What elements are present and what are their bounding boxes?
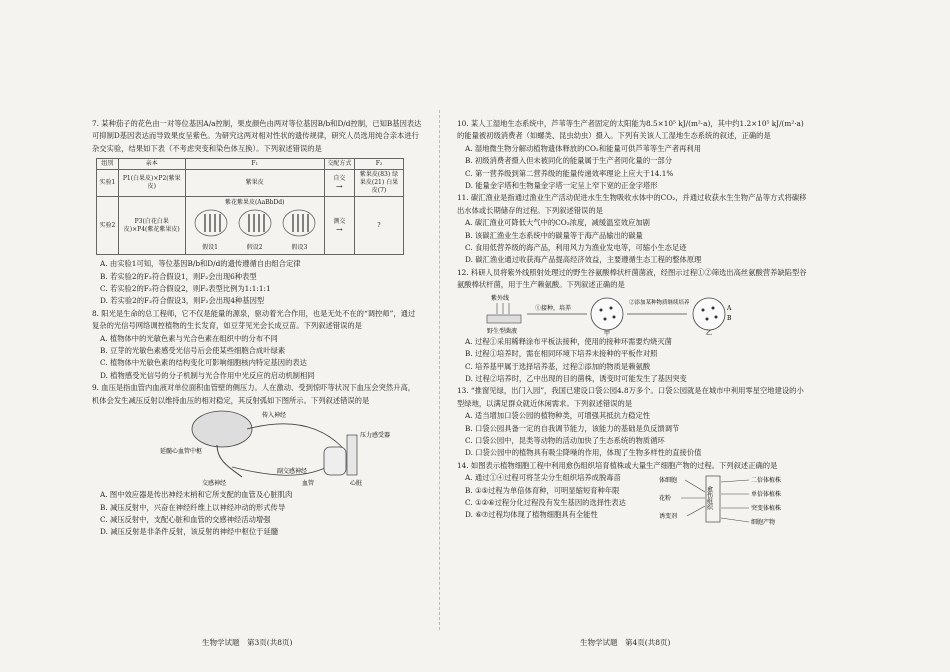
label-baroreceptor: 压力感受器 [360, 432, 391, 440]
left-footer: 生物学试题 第3页(共8页) [202, 638, 293, 647]
hypothesis-3-cell [283, 210, 315, 236]
left-page [92, 118, 422, 539]
q9-option-a: A. 图中效应器是传出神经末梢和它所支配的血管及心脏肌肉 [100, 490, 293, 500]
brain-shape [192, 411, 252, 447]
q13-option-d: D. 口袋公园中的植物具有吸尘降噪的作用，体现了生物多样性的直接价值 [465, 448, 702, 458]
r2-f2: ? [355, 197, 404, 255]
q12-option-c: C. 培养基甲属于选择培养基，过程②添加的物质是赖氨酸 [465, 361, 651, 371]
spinal-path [217, 445, 242, 477]
label-cell-product: 细胞产物 [751, 519, 776, 527]
reflex-arc-diagram [92, 407, 422, 489]
q10-option-d: D. 能量金字塔和生物量金字塔一定呈上窄下宽的正金字塔形 [465, 181, 658, 191]
label-medulla-center: 延髓心血管中枢 [160, 448, 203, 456]
r1-group: 实验1 [97, 170, 119, 197]
hypothesis-2-cell [239, 210, 271, 236]
label-somatic: 体细胞 [659, 477, 678, 485]
r2-mating: 测交 → [324, 197, 354, 255]
r1-parents: P1(白果皮)×P2(紫果皮) [118, 170, 185, 197]
q8-stem: 8. 阳光是生命的总工程师，它不仅是能量的源泉，驱动着光合作用，也是无处不在的“调控师”，通过复杂的光信号网络调控植物的生长发育，如豆芽见光会长成豆苗。下列叙述错误的是 [92, 308, 416, 331]
r2-f1 [185, 197, 324, 255]
q9-option-d: D. 减压反射是非条件反射，该反射的神经中枢位于延髓 [100, 527, 279, 537]
q8-option-c: C. 植物体中光敏色素的结构变化可影响细胞核内特定基因的表达 [100, 358, 307, 368]
bacteria-tube [487, 315, 521, 323]
q8-option-b: B. 豆芽的光敏色素感受光信号后会使某些细胞合成叶绿素 [100, 346, 286, 356]
q10-option-a: A. 湿地微生物分解动植物遗体释放的CO₂和能量可供芦苇等生产者再利用 [465, 143, 702, 153]
q11-option-a: A. 碳汇渔业可降低大气中的CO₂浓度，减缓温室效应加剧 [465, 218, 650, 228]
q8-option-d: D. 植物感受光信号的分子机制与光合作用中光反应的启动机制相同 [100, 370, 315, 380]
label-wild-type: 野生型菌液 [487, 327, 518, 335]
chromosome-hypotheses [191, 207, 319, 241]
label-diploid: 二倍体植株 [751, 477, 782, 485]
q14-option-b: B. ①⑤过程为单倍体育种，可明显缩短育种年限 [465, 485, 620, 495]
label-a: A [727, 304, 732, 312]
q7-stem: 7. 某种茄子的花色由一对等位基因A/a控制，果皮颜色由两对等位基因B/b和D/d控制，已知B基因表达可抑制D基因表达而导致果皮呈紫色。为研究这两对相对性状的遗传规律，研究人员选用纯合亲本进行杂交实验，结果如下表（不考虑突变和染色体互换）。下列叙述错误的是 [92, 119, 422, 153]
label-parasympathetic: 副交感神经 [277, 468, 308, 476]
th-f2: F₂ [355, 159, 404, 170]
q10-stem: 10. 某人工湿地生态系统中，芦苇等生产者固定的太阳能为8.5×10⁵ kJ/(m²·a)，其中约1.2×10⁵ kJ/(m²·a)的能量被初级消费者（如螺类、昆虫幼虫）摄入。下列有关该人工湿地生态系统的叙述，正确的是 [457, 119, 804, 141]
th-mating: 交配方式 [324, 159, 354, 170]
q11-stem: 11. 碳汇渔业是指通过渔业生产活动促进水生生物吸收水体中的CO₂，并通过收获水生生物产品等方式将碳移出水体或长期储存的过程。下列叙述错误的是 [457, 193, 807, 215]
th-parents: 亲本 [118, 159, 185, 170]
r2-group: 实验2 [97, 197, 119, 255]
right-page [457, 118, 809, 530]
label-mutant: 突变体植株 [751, 505, 782, 513]
page-divider [439, 110, 440, 630]
q9-option-c: C. 减压反射中，支配心脏和血管的交感神经活动增强 [100, 514, 271, 524]
label-sympathetic: 交感神经 [202, 480, 227, 488]
right-footer: 生物学试题 第4页(共8页) [580, 638, 671, 647]
screening-figure [457, 292, 809, 336]
q12-stem: 12. 科研人员将紫外线照射处理过的野生谷氨酸棒状杆菌菌液，经图示过程①②筛选出高丝氨酸营养缺陷型谷氨酸棒状杆菌，用于生产赖氨酸。下列叙述正确的是 [457, 267, 807, 290]
label-step1: ①接种，培养 [535, 304, 572, 312]
heart-shape [324, 447, 346, 475]
r1-mating-label: 自交 [333, 175, 346, 183]
q10-option-c: C. 第一营养级到第二营养级的能量传递效率理论上应大于14.1% [465, 168, 674, 178]
plate-jia [591, 298, 623, 330]
q14-option-c: C. ①②⑥过程分化过程没有发生基因的选择性表达 [465, 497, 626, 507]
r1-f1: 紫果皮 [185, 170, 324, 197]
q11-option-c: C. 食用低营养级的海产品，利用风力为渔业发电等，可缩小生态足迹 [465, 243, 687, 253]
vessel-shape [347, 435, 357, 475]
label-mutagen: 诱变剂 [659, 513, 678, 521]
q13-option-b: B. 口袋公园具备一定的自我调节能力，该能力的基础是负反馈调节 [465, 423, 680, 433]
label-b: B [727, 314, 732, 322]
label-step2: ②添加某种物质继续培养 [629, 299, 690, 306]
q14-flow-diagram [659, 472, 809, 530]
label-afferent: 传入神经 [262, 412, 287, 420]
q14-block [457, 472, 809, 530]
q9-option-b: B. 减压反射中，兴奋在神经纤维上以神经冲动的形式传导 [100, 502, 286, 512]
hyp3-label: 假设3 [291, 244, 308, 252]
q12-option-b: B. 过程①培养时，需在相同环境下培养未接种的平板作对照 [465, 349, 658, 359]
q11-option-d: D. 碳汇渔业通过收获海产品提高经济效益，主要遵循生态工程的整体原理 [465, 255, 702, 265]
q14-option-d: D. ⑥⑦过程均体现了植物细胞具有全能性 [465, 510, 598, 520]
label-vessel: 血管 [302, 480, 315, 488]
afferent-nerve-line [247, 424, 342, 447]
r2-mating-label: 测交 [333, 217, 346, 225]
q7-table [96, 158, 404, 255]
r2-parents: P3(白花白果皮)×P4(紫花紫果皮) [118, 197, 185, 255]
label-haploid: 单倍体植株 [751, 491, 782, 499]
q14-option-a: A. 通过①④过程可将茎尖分生组织培养成脱毒苗 [465, 473, 621, 483]
label-heart: 心脏 [350, 480, 363, 488]
hyp1-label: 假设1 [202, 244, 218, 252]
q7-option-b: B. 若实验2的F₂符合假设1，则F₂会出现6种表型 [100, 271, 257, 281]
r2-f1-title: 紫花紫果皮(AaBbDd) [224, 199, 285, 207]
hyp2-label: 假设2 [246, 244, 263, 252]
q14-stem: 14. 如图表示植物细胞工程中利用愈伤组织培育植株或大量生产细胞产物的过程。下列叙述正确的是 [457, 460, 778, 470]
hypothesis-1-cell [195, 210, 227, 236]
q11-option-b: B. 该碳汇渔业生态系统中的碳量等于海产品输出的碳量 [465, 230, 643, 240]
q7-option-a: A. 由实验1可知，等位基因B/b和D/d的遗传遵循自由组合定律 [100, 259, 301, 269]
q13-option-a: A. 适当增加口袋公园的植物种类，可增强其抵抗力稳定性 [465, 411, 651, 421]
r1-f2: 紫果皮(83) 绿果皮(21) 白果皮(7) [355, 170, 404, 197]
q7-option-d: D. 若实验2的F₂符合假设3，则F₂会出现4种基因型 [100, 296, 265, 306]
q10-option-b: B. 初级消费者摄入但未被同化的能量属于生产者同化量的一部分 [465, 156, 673, 166]
q7-option-c: C. 若实验2的F₂符合假设2，则F₂表型比例为1:1:1:1 [100, 284, 271, 294]
q8-option-a: A. 植物体中的光敏色素与光合色素在组织中的分布不同 [100, 333, 278, 343]
q12-option-d: D. 过程②培养时，乙中出现的目的菌株，诱变时可能发生了基因突变 [465, 373, 687, 383]
label-callus: 愈伤组织 [705, 486, 713, 511]
label-uv: 紫外线 [491, 294, 510, 302]
th-group: 组别 [97, 159, 119, 170]
q9-stem: 9. 血压是指血管内血液对单位面积血管壁的侧压力。人在激动、受到惊吓等状况下血压会突然升高，机体会发生减压反射以维持血压的相对稳定，其反射弧如下图所示。下列叙述错误的是 [92, 383, 416, 405]
q12-option-a: A. 过程①采用稀释涂布平板法接种，使用的接种环需要灼烧灭菌 [465, 336, 672, 346]
q13-stem: 13. “推窗见绿，出门入园”，我国已建设口袋公园4.8万多个。口袋公园就是在城市中利用零星空地建设的小型绿地，以满足群众就近休闲需求。下列叙述错误的是 [457, 386, 804, 408]
r1-mating: 自交 → [324, 170, 354, 197]
reflex-arc-figure [92, 407, 422, 489]
label-yi: 乙 [706, 329, 713, 336]
q12-screening-diagram [457, 292, 809, 336]
plate-yi [693, 298, 725, 330]
label-pollen: 花粉 [659, 495, 672, 503]
th-f1: F₁ [185, 159, 324, 170]
q13-option-c: C. 口袋公园中，昆类等动物的活动加快了生态系统的物质循环 [465, 435, 665, 445]
label-jia: 甲 [604, 329, 611, 336]
